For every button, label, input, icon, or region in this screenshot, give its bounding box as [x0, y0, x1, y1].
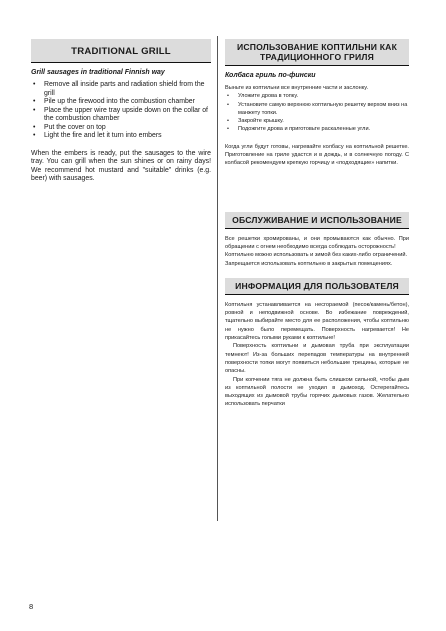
list-item: • Закройте крышку. [225, 117, 409, 125]
column-divider [217, 36, 218, 521]
list-item: • Remove all inside parts and radiation shield from the grill [31, 81, 211, 98]
ru-maintenance-p3: Запрещается использовать коптильню в закрытых помещениях. [225, 260, 393, 267]
grill-paragraph: When the embers is ready, put the sausages to the wire tray. You can grill when the sun shines or on rainy days! We recommend hot mustard and "suitable" drinks (e.g. beer) with sausages. [31, 149, 211, 182]
list-item: • Put the cover on top [31, 124, 211, 133]
ru-maintenance-p1: Все решетки хромированы, и они промываются как обычно. При обращении с огнем необходимо всегда соблюдать осторожность! [225, 235, 409, 250]
list-item: • Light the fire and let it turn into embers [31, 132, 211, 141]
ru-grill-steps-list [225, 92, 409, 133]
ru-user-info-heading: ИНФОРМАЦИЯ ДЛЯ ПОЛЬЗОВАТЕЛЯ [225, 278, 409, 295]
ru-user-info-p1: Коптильня устанавливается на несгораемой (песок/камень/бетон), ровной и неподвижной основе. Во избежание повреждений, тщательно выбирайте место для ее расположения, чтобы коптильню не нужно было перемещать. Поверхность нагревается! Не прикасайтесь голыми руками к коптильне! [225, 301, 409, 342]
list-item: • Уложите дрова в топку. [225, 92, 409, 100]
traditional-grill-heading: TRADITIONAL GRILL [31, 39, 211, 63]
list-item: • Подожгите дрова и приготовьте раскаленные угли. [225, 125, 409, 133]
right-column [225, 39, 409, 409]
ru-grill-heading: ИСПОЛЬЗОВАНИЕ КОПТИЛЬНИ КАК ТРАДИЦИОННОГО ГРИЛЯ [225, 39, 409, 66]
ru-user-info-p2: Поверхность коптильни и дымовая труба при эксплуатации темнеют! Из-за больших перепадов температуры на внутренней поверхности топки могут появиться небольшие трещины, которые не опасны. [225, 343, 409, 375]
grill-subtitle: Grill sausages in traditional Finnish way [31, 69, 165, 76]
left-column [31, 39, 211, 184]
list-item: • Place the upper wire tray upside down on the collar of the combustion chamber [31, 107, 211, 124]
list-item: • Установите самую верхнюю коптильную решетку верхом вниз на манжету топки. [225, 101, 409, 118]
ru-maintenance-heading: ОБСЛУЖИВАНИЕ И ИСПОЛЬЗОВАНИЕ [225, 212, 409, 229]
list-item: • Pile up the firewood into the combustion chamber [31, 98, 211, 107]
ru-grill-subtitle: Колбаса гриль по-фински [225, 72, 316, 79]
ru-maintenance-p2: Коптильню можно использовать и зимой без каких-либо ограничений. [225, 252, 408, 259]
grill-steps-list [31, 81, 211, 141]
ru-user-info-p3: При копчении тяга не должна быть слишком сильной, чтобы дым из коптильной полости не уходил в дымоход. Остерегайтесь выходящих из дымовой трубы горячих дымовых газов. Желательно использовать перчатки [225, 376, 409, 408]
ru-grill-intro: Выньте из коптильни все внутренние части и заслонку. [225, 85, 369, 91]
ru-grill-paragraph: Когда угли будут готовы, нагревайте колбасу на коптильной решетке. Приготовление на гриле удастся и в дождь, и в солнечную погоду. С колбасой рекомендуем крепкую горчицу и «подходящие» напитки. [225, 143, 409, 167]
page-number: 8 [29, 602, 34, 611]
